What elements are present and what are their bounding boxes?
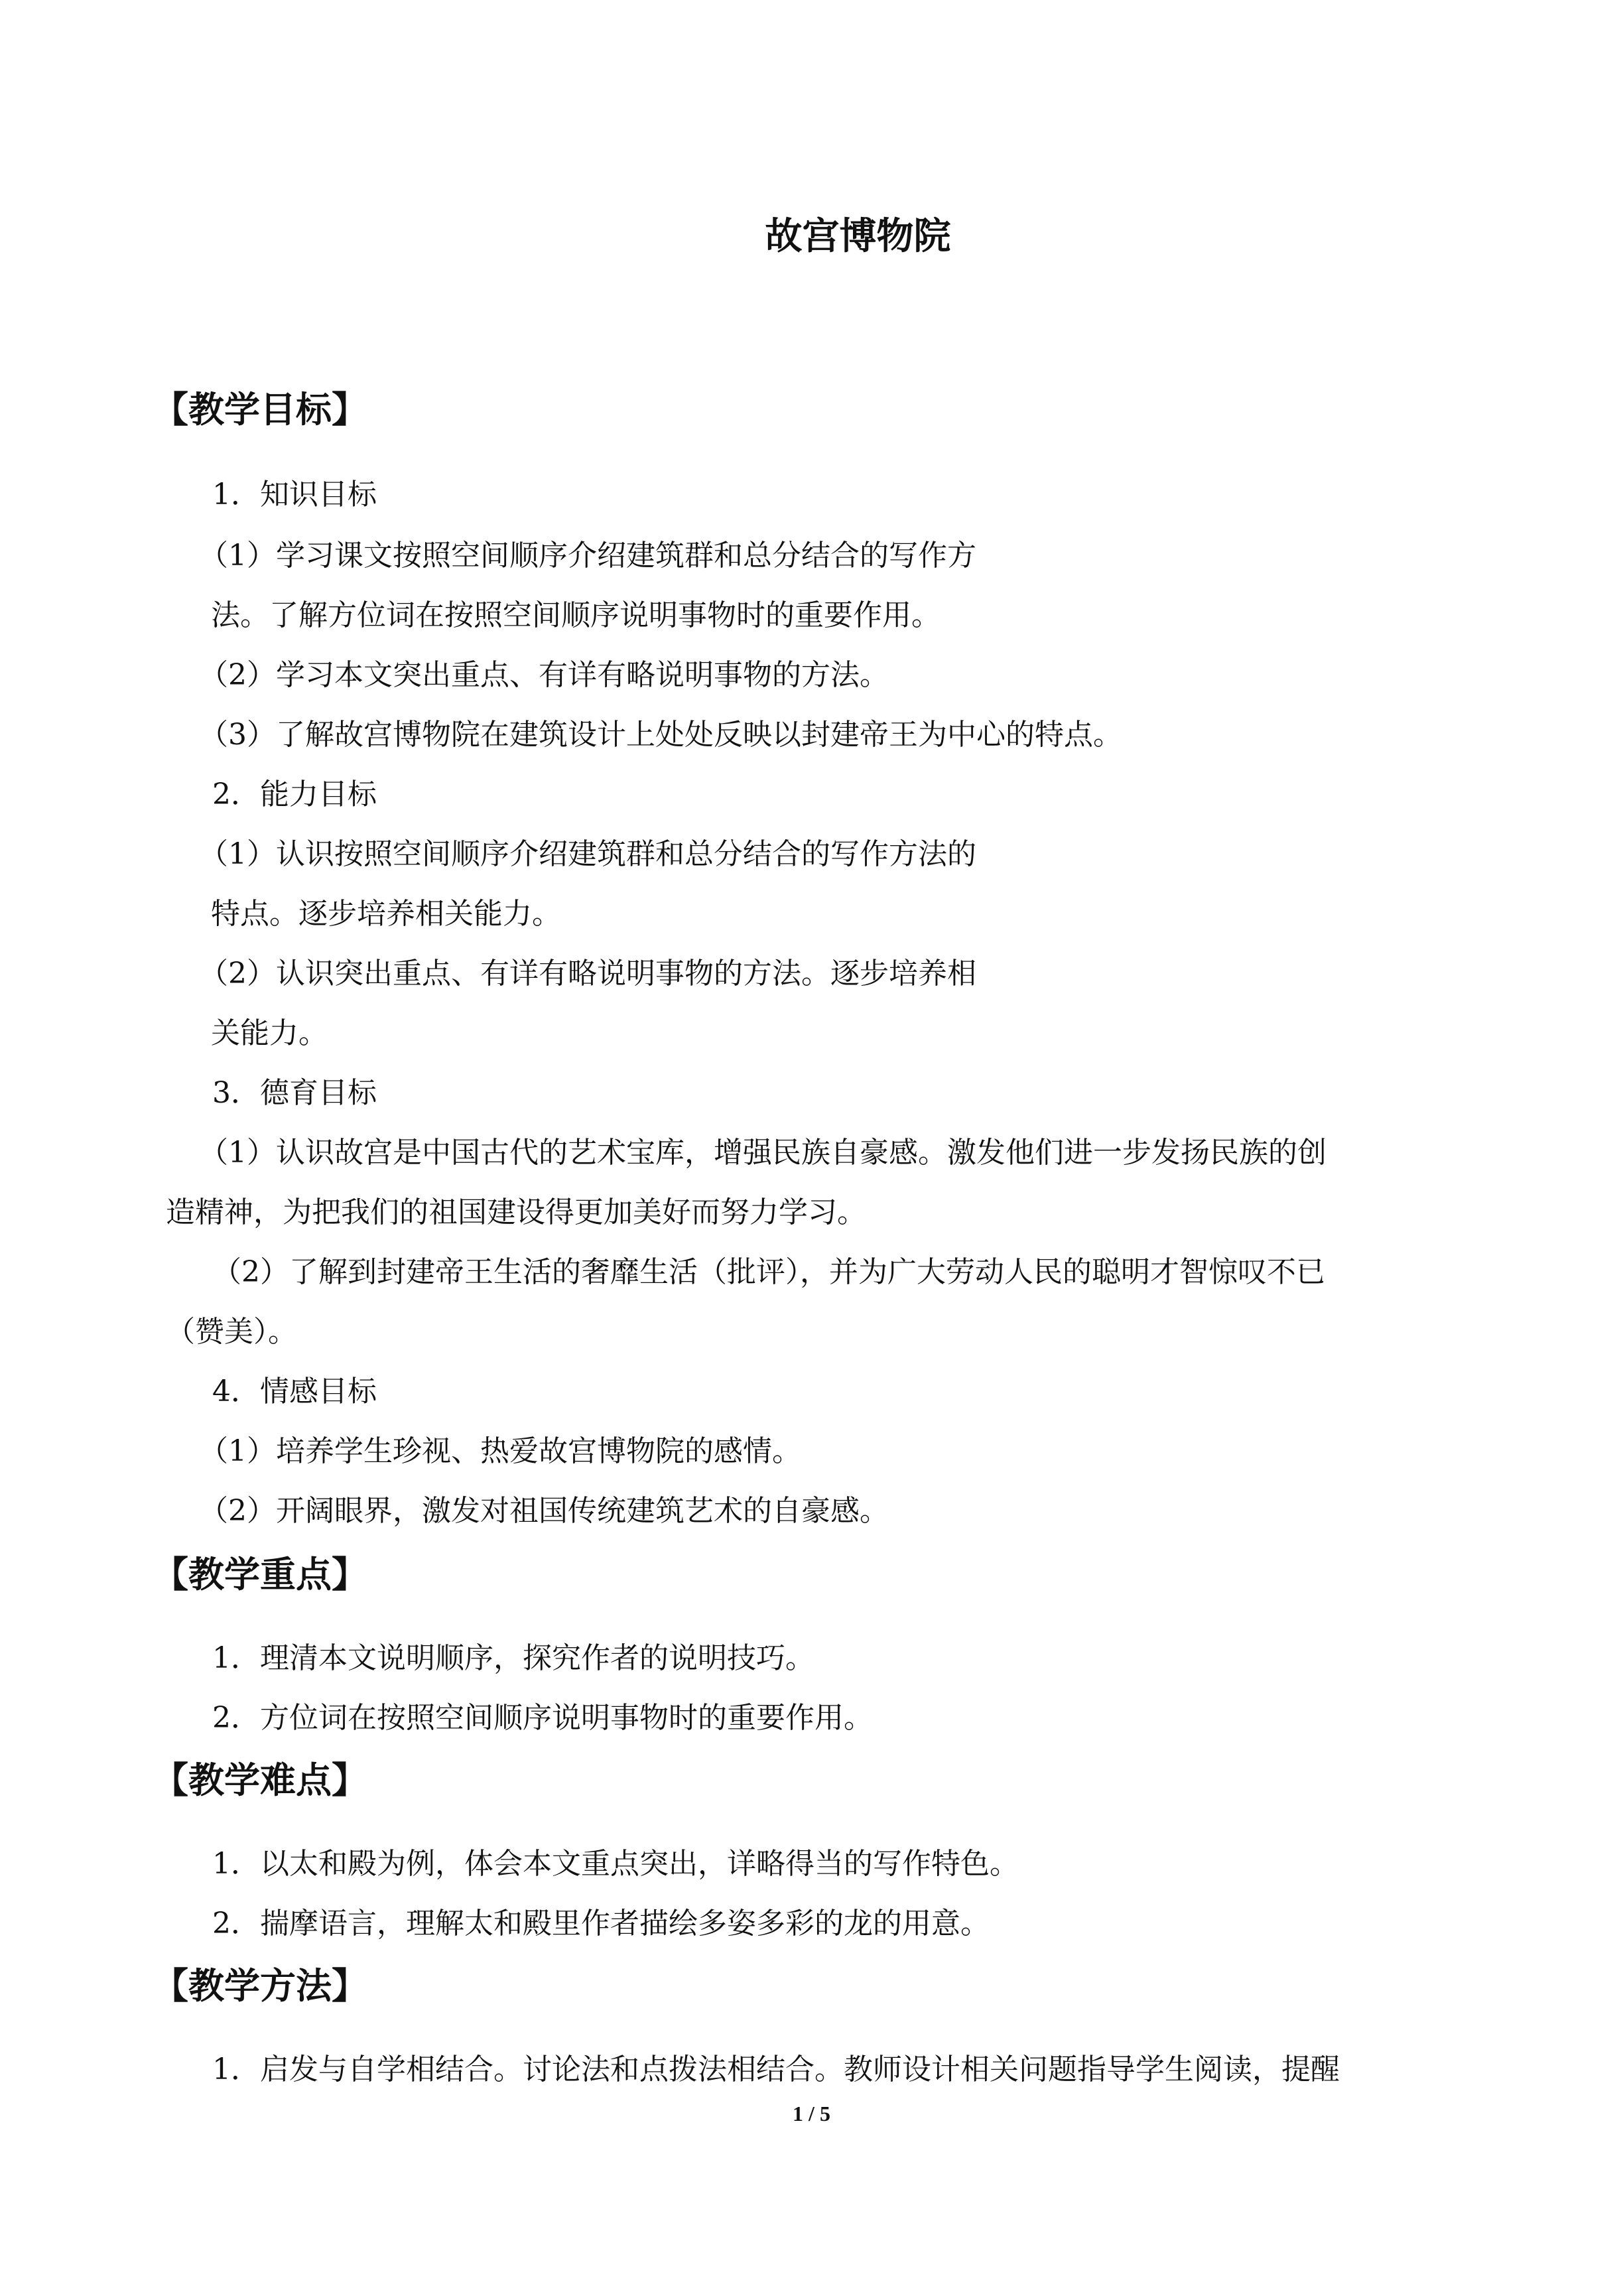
section-heading-methods: 【教学方法】 — [153, 1964, 367, 2007]
method-item-1: 1．启发与自学相结合。讨论法和点拨法相结合。教师设计相关问题指导学生阅读，提醒 — [212, 2053, 1340, 2086]
ability-goal-item-2-cont: 关能力。 — [211, 1016, 328, 1050]
moral-goal-item-2-cont: （赞美）。 — [166, 1315, 297, 1349]
difficulty-item-1: 1．以太和殿为例，体会本文重点突出，详略得当的写作特色。 — [212, 1847, 1019, 1881]
emotion-goal-label: 4．情感目标 — [212, 1375, 377, 1408]
difficulty-item-2: 2．揣摩语言，理解太和殿里作者描绘多姿多彩的龙的用意。 — [212, 1907, 990, 1940]
moral-goal-item-1: （1）认识故宫是中国古代的艺术宝库，增强民族自豪感。激发他们进一步发扬民族的创 — [199, 1136, 1327, 1170]
page-number: 1 / 5 — [793, 2102, 830, 2126]
key-point-item-2: 2．方位词在按照空间顺序说明事物时的重要作用。 — [212, 1701, 873, 1735]
moral-goal-label: 3．德育目标 — [212, 1076, 377, 1110]
knowledge-goal-item-3: （3）了解故宫博物院在建筑设计上处处反映以封建帝王为中心的特点。 — [199, 718, 1122, 752]
knowledge-goal-item-1-cont: 法。了解方位词在按照空间顺序说明事物时的重要作用。 — [211, 598, 941, 632]
ability-goal-item-2: （2）认识突出重点、有详有略说明事物的方法。逐步培养相 — [199, 957, 976, 990]
ability-goal-item-1-cont: 特点。逐步培养相关能力。 — [211, 897, 561, 931]
section-heading-difficulties: 【教学难点】 — [153, 1759, 367, 1801]
moral-goal-item-1-cont: 造精神，为把我们的祖国建设得更加美好而努力学习。 — [166, 1195, 866, 1229]
emotion-goal-item-2: （2）开阔眼界，激发对祖国传统建筑艺术的自豪感。 — [199, 1494, 889, 1528]
section-heading-key-points: 【教学重点】 — [153, 1553, 367, 1595]
knowledge-goal-label: 1．知识目标 — [212, 478, 377, 511]
ability-goal-item-1: （1）认识按照空间顺序介绍建筑群和总分结合的写作方法的 — [199, 837, 976, 871]
ability-goal-label: 2．能力目标 — [212, 777, 377, 811]
emotion-goal-item-1: （1）培养学生珍视、热爱故宫博物院的感情。 — [199, 1434, 801, 1468]
knowledge-goal-item-2: （2）学习本文突出重点、有详有略说明事物的方法。 — [199, 658, 889, 692]
moral-goal-item-2: （2）了解到封建帝王生活的奢靡生活（批评），并为广大劳动人民的聪明才智惊叹不已 — [212, 1255, 1325, 1289]
key-point-item-1: 1．理清本文说明顺序，探究作者的说明技巧。 — [212, 1641, 814, 1675]
page-title: 故宫博物院 — [765, 214, 951, 258]
knowledge-goal-item-1: （1）学习课文按照空间顺序介绍建筑群和总分结合的写作方 — [199, 539, 976, 573]
section-heading-goals: 【教学目标】 — [153, 388, 367, 431]
